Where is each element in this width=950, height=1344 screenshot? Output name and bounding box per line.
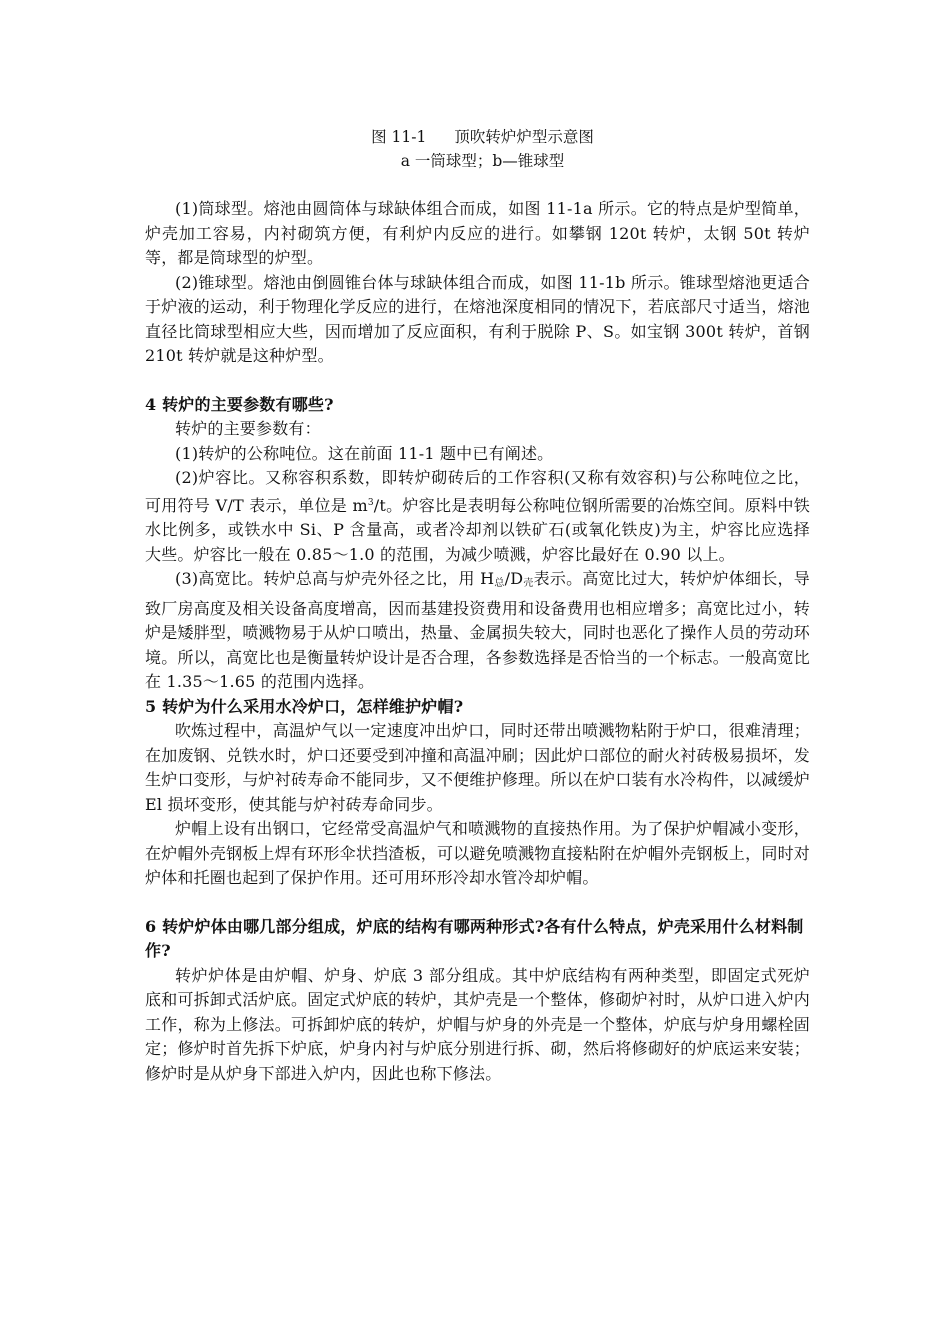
hw-ratio-text-c: 表示。高宽比过大，转炉炉体细长，导致厂房高度及相关设备高度增高，因而基建投资费用和设备费用也相应增多；高宽比过小，转炉是矮胖型，喷溅物易于从炉口喷出，热量、金属损失较大，同时也恶化了操作人员的劳动环境。所以，高宽比也是衡量转炉设计是否合理，各参数选择是否恰当的一个标志。一般高宽比在 1.35～1.65 的范围内选择。 (145, 569, 811, 691)
figure-subcaption: a 一筒球型；b—锥球型 (400, 152, 565, 170)
paragraph-height-width-ratio (145, 567, 810, 695)
document-page (145, 125, 810, 1086)
section-heading-4: 4 转炉的主要参数有哪些? (145, 394, 334, 414)
paragraph-volume-ratio (145, 466, 810, 567)
hw-ratio-text-a: (3)高宽比。转炉总高与炉壳外径之比，用 H (175, 569, 495, 588)
figure-caption (155, 125, 810, 149)
subscript-shell: 壳 (523, 578, 534, 589)
hw-ratio-text-b: /D (504, 569, 524, 588)
paragraph-parameters-intro: 转炉的主要参数有： (175, 419, 321, 438)
volume-ratio-text-a: (2)炉容比。又称容积系数，即转炉砌砖后的工作容积(又称有效容积)与公称吨位之比，可用符号 V/T 表示，单位是 m (145, 468, 810, 515)
paragraph-furnace-cap: 炉帽上设有出钢口，它经常受高温炉气和喷溅物的直接热作用。为了保护炉帽减小变形，在炉帽外壳钢板上焊有环形伞状挡渣板，可以避免喷溅物直接粘附在炉帽外壳钢板上，同时对炉体和托圈也起到了保护作用。还可用环形冷却水管冷却炉帽。 (145, 819, 810, 887)
subscript-total: 总 (494, 578, 505, 589)
paragraph-cylinder-spherical: (1)筒球型。熔池由圆筒体与球缺体组合而成，如图 11-1a 所示。它的特点是炉型简单，炉壳加工容易，内衬砌筑方便，有利炉内反应的进行。如攀钢 120t 转炉，太钢 50t 转炉等，都是筒球型的炉型。 (145, 199, 810, 267)
paragraph-furnace-body: 转炉炉体是由炉帽、炉身、炉底 3 部分组成。其中炉底结构有两种类型，即固定式死炉底和可拆卸式活炉底。固定式炉底的转炉，其炉壳是一个整体，修砌炉衬时，从炉口进入炉内工作，称为上修法。可拆卸炉底的转炉，炉帽与炉身的外壳是一个整体，炉底与炉身用螺栓固定；修炉时首先拆下炉底，炉身内衬与炉底分别进行拆、砌，然后将修砌好的炉底运来安装；修炉时是从炉身下部进入炉内，因此也称下修法。 (145, 965, 810, 1083)
figure-title: 顶吹转炉炉型示意图 (454, 128, 594, 146)
section-heading-5: 5 转炉为什么采用水冷炉口，怎样维护炉帽? (145, 696, 464, 716)
paragraph-cone-spherical: (2)锥球型。熔池由倒圆锥台体与球缺体组合而成，如图 11-1b 所示。锥球型熔池更适合于炉液的运动，利于物理化学反应的进行，在熔池深度相同的情况下，若底部尺寸适当，熔池直径比筒球型相应大些，因而增加了反应面积，有利于脱除 P、S。如宝钢 300t 转炉，首钢 210t 转炉就是这种炉型。 (145, 272, 810, 365)
volume-ratio-text-b: /t。炉容比是表明每公称吨位钢所需要的冶炼空间。原料中铁水比例多，或铁水中 Si、P 含量高，或者冷却剂以铁矿石(或氧化铁皮)为主，炉容比应选择大些。炉容比一般在 0.85～1.0 的范围，为减少喷溅，炉容比最好在 0.90 以上。 (145, 495, 810, 564)
figure-number: 图 11-1 (371, 128, 427, 146)
paragraph-water-cooled-mouth: 吹炼过程中，高温炉气以一定速度冲出炉口，同时还带出喷溅物粘附于炉口，很难清理；在加废钢、兑铁水时，炉口还要受到冲撞和高温冲刷；因此炉口部位的耐火衬砖极易损坏，发生炉口变形，与炉衬砖寿命不能同步，又不便维护修理。所以在炉口装有水冷构件，以减缓炉 El 损坏变形，使其能与炉衬砖寿命同步。 (145, 721, 810, 814)
unit-superscript: 3 (367, 497, 374, 508)
paragraph-nominal-tonnage: (1)转炉的公称吨位。这在前面 11-1 题中已有阐述。 (175, 443, 554, 463)
section-heading-6: 6 转炉炉体由哪几部分组成，炉底的结构有哪两种形式?各有什么特点，炉壳采用什么材料制作? (145, 916, 804, 960)
